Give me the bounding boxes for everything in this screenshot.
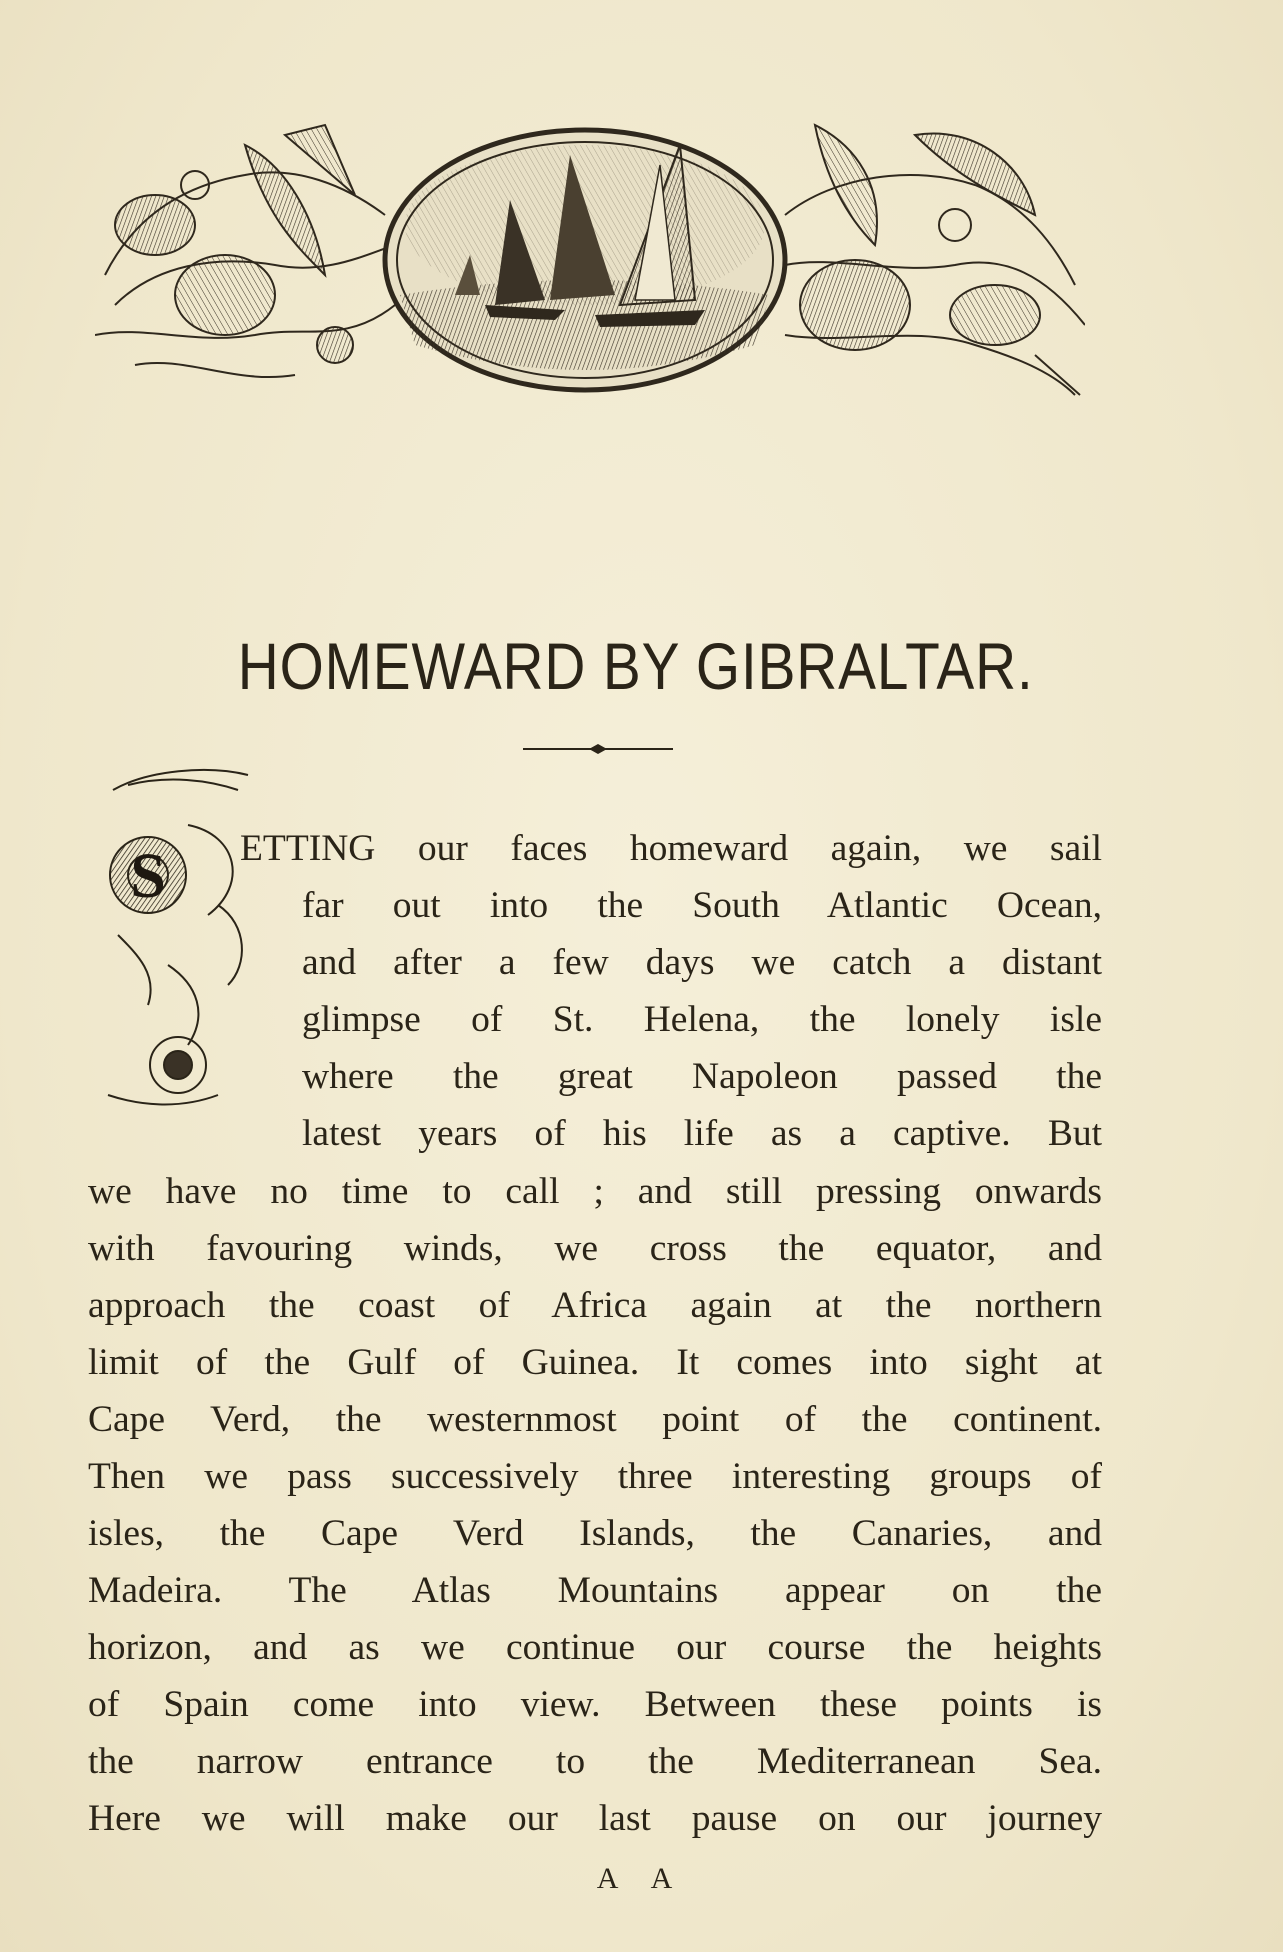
drop-cap-ornament	[98, 765, 258, 1145]
text-line: ETTING our faces homeward again, we sail	[240, 828, 1102, 869]
headpiece-engraving	[95, 105, 1085, 415]
ship-vignette	[385, 130, 785, 390]
title-ornament-rule	[523, 742, 673, 756]
text-line: far out into the South Atlantic Ocean,	[302, 885, 1102, 926]
foliage-left	[95, 125, 395, 377]
text-line: Here we will make our last pause on our journey	[88, 1798, 1102, 1839]
paragraph-continuation	[88, 1163, 1102, 1847]
text-line: we have no time to call ; and still pressing onwards	[88, 1171, 1102, 1212]
text-line: with favouring winds, we cross the equator, and	[88, 1228, 1102, 1269]
text-line: limit of the Gulf of Guinea. It comes into sight at	[88, 1342, 1102, 1383]
text-line: approach the coast of Africa again at the northern	[88, 1285, 1102, 1326]
printer-signature-mark: A A	[596, 1862, 687, 1895]
text-line: latest years of his life as a captive. But	[302, 1113, 1102, 1154]
text-line: Cape Verd, the westernmost point of the continent.	[88, 1399, 1102, 1440]
foliage-right	[785, 125, 1085, 395]
text-line: where the great Napoleon passed the	[302, 1056, 1102, 1097]
text-line: of Spain come into view. Between these points is	[88, 1684, 1102, 1725]
drop-cap-letter: S	[130, 840, 166, 911]
text-line: glimpse of St. Helena, the lonely isle	[302, 999, 1102, 1040]
text-line: and after a few days we catch a distant	[302, 942, 1102, 983]
text-line: the narrow entrance to the Mediterranean Sea.	[88, 1741, 1102, 1782]
text-line: isles, the Cape Verd Islands, the Canaries, and	[88, 1513, 1102, 1554]
text-line: horizon, and as we continue our course the heights	[88, 1627, 1102, 1668]
text-line: Madeira. The Atlas Mountains appear on the	[88, 1570, 1102, 1611]
opening-paragraph-indented	[240, 820, 1102, 1162]
text-line: Then we pass successively three interesting groups of	[88, 1456, 1102, 1497]
chapter-title: HOMEWARD BY GIBRALTAR.	[237, 629, 1034, 703]
